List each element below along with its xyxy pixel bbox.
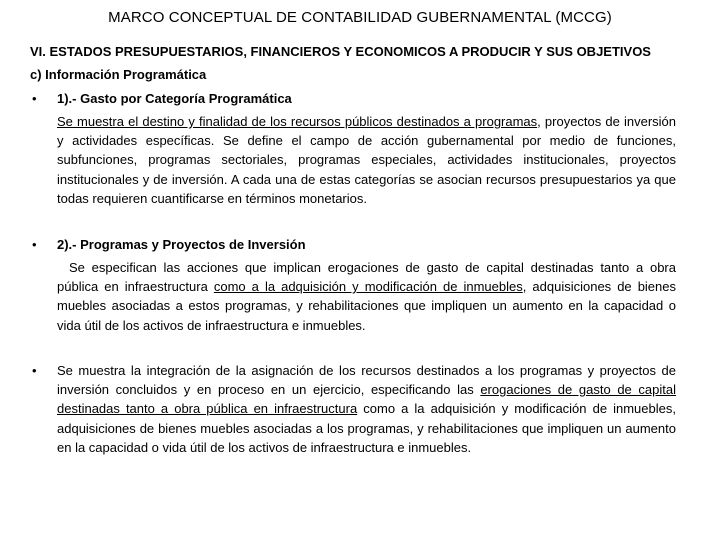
bullet-icon: • (32, 363, 37, 378)
item-1-rest-text: , proyectos de inversión y actividades específicas. Se define el campo de acción gubernamental por medio de funciones, subfunciones, programas sectoriales, programas especiales, actividades institucionales, proyectos institucionales y de inversión. A cada una de estas categorías se asocian recursos presupuestarios ya que todas requieren cuantificarse en términos monetarios. (57, 114, 676, 206)
item-2-heading: 2).- Programas y Proyectos de Inversión (57, 237, 306, 252)
item-1-heading: 1).- Gasto por Categoría Programática (57, 91, 292, 106)
item-2-rest-text: , adquisiciones de bienes muebles asociadas a estos programas, y rehabilitaciones que impliquen un aumento en la capacidad o vida útil de los activos de infraestructura e inmuebles. (57, 279, 677, 333)
page-title: MARCO CONCEPTUAL DE CONTABILIDAD GUBERNAMENTAL (MCCG) (108, 9, 612, 26)
item-2-underlined-text: como a la adquisición y modificación de inmuebles (213, 279, 523, 295)
item-1-text (57, 112, 676, 208)
item-3-start-text: Se muestra la integración de la asignación de los recursos destinados a los programas y proyectos de inversión concluidos y en proceso en un ejercicio, especificando las (57, 363, 676, 398)
item-2-text (57, 258, 676, 335)
bullet-icon: • (32, 91, 37, 106)
item-2-start-text: Se especifican las acciones que implican erogaciones de gasto de capital destinadas tanto a obra pública en infraestructura (57, 260, 676, 295)
item-3-underlined-text: erogaciones de gasto de capital destinadas tanto a obra pública en infraestructura (57, 382, 676, 417)
item-3-rest-text: como a la adquisición y modificación de inmuebles, adquisiciones de bienes muebles asociadas a los programas, y rehabilitaciones que impliquen un aumento en la capacidad o vida útil de los activos de infraestructura e inmuebles. (57, 401, 676, 455)
subsection-heading: c) Información Programática (30, 67, 207, 82)
section-heading: VI. ESTADOS PRESUPUESTARIOS, FINANCIEROS Y ECONOMICOS A PRODUCIR Y SUS OBJETIVOS (30, 44, 651, 59)
item-3-text (57, 361, 676, 457)
bullet-icon: • (32, 237, 37, 252)
item-1-underlined-text: Se muestra el destino y finalidad de los recursos públicos destinados a programas (57, 114, 538, 129)
